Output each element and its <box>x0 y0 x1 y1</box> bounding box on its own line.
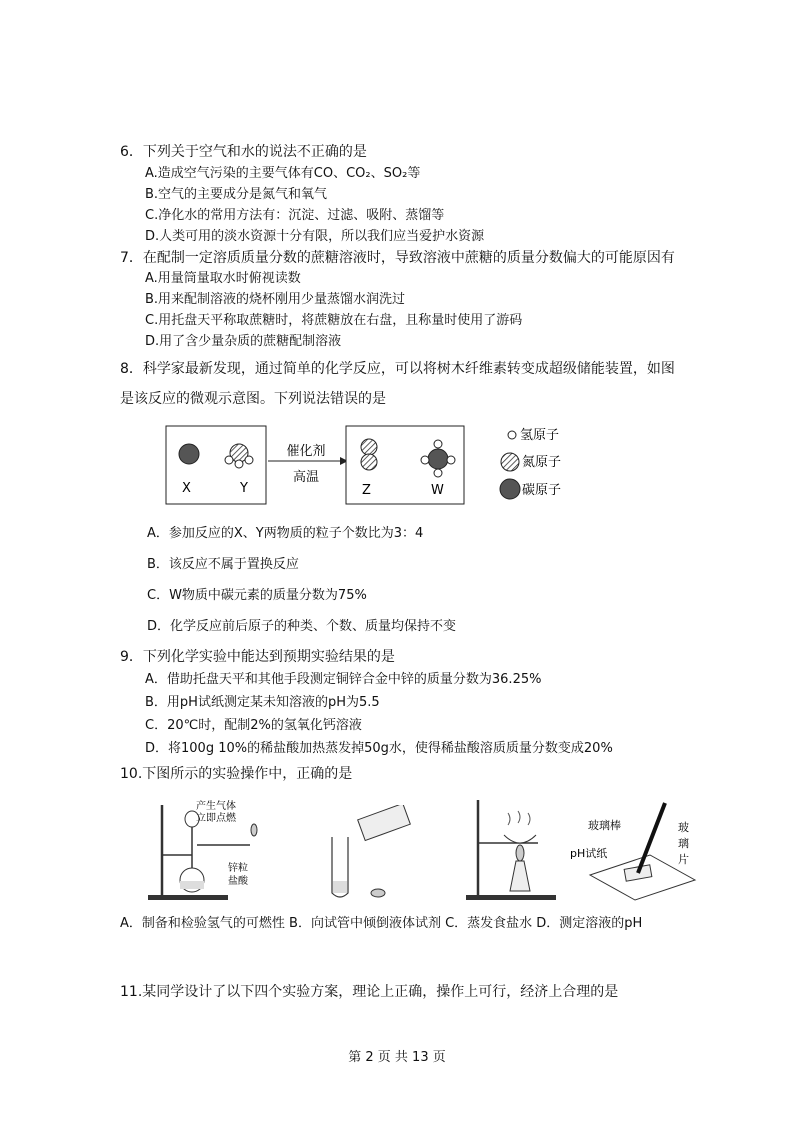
carbon-atom-w <box>428 449 448 469</box>
legend-nitrogen: 氮原子 <box>522 455 562 470</box>
q6-option-d: D.人类可用的淡水资源十分有限，所以我们应当爱护水资源 <box>145 229 485 244</box>
evaporating-dish <box>504 835 536 843</box>
q10-figure-captions: A．制备和检验氢气的可燃性 B．向试管中倾倒液体试剂 C．蒸发食盐水 D．测定溶液的pH <box>120 916 643 931</box>
q8-option-c: C．W物质中碳元素的质量分数为75% <box>147 588 367 603</box>
q9-option-a: A．借助托盘天平和其他手段测定铜锌合金中锌的质量分数为36.25% <box>145 672 542 687</box>
q6-option-a: A.造成空气污染的主要气体有CO、CO₂、SO₂等 <box>145 166 421 181</box>
q7-stem: 7．在配制一定溶质质量分数的蔗糖溶液时，导致溶液中蔗糖的质量分数偏大的可能原因有 <box>120 250 675 266</box>
bottle-stopper <box>371 889 385 897</box>
lamp-flame <box>516 845 524 861</box>
label-glass-plate-1: 玻 <box>678 821 689 834</box>
reactants-box <box>166 426 266 504</box>
q6-option-c: C.净化水的常用方法有：沉淀、过滤、吸附、蒸馏等 <box>145 208 445 223</box>
label-z: Z <box>362 483 371 498</box>
arrow-label-top: 催化剂 <box>286 444 326 459</box>
label-rod: 玻璃棒 <box>588 819 621 832</box>
q10-stem: 10.下图所示的实验操作中，正确的是 <box>120 766 353 782</box>
reaction-diagram <box>160 420 600 510</box>
nitrogen-atom-z-bottom <box>361 454 377 470</box>
hydrogen-atom <box>434 469 442 477</box>
legend-hydrogen-symbol <box>508 431 516 439</box>
q7-option-a: A.用量筒量取水时俯视读数 <box>145 271 301 286</box>
legend-hydrogen: 氢原子 <box>520 428 560 443</box>
hydrogen-atom <box>434 440 442 448</box>
q9-option-d: D．将100g 10%的稀盐酸加热蒸发掉50g水，使得稀盐酸溶质质量分数变成20% <box>145 741 613 756</box>
q8-option-a: A．参加反应的X、Y两物质的粒子个数比为3：4 <box>147 526 424 541</box>
q7-option-c: C.用托盘天平称取蔗糖时，将蔗糖放在右盘，且称量时使用了游码 <box>145 313 523 328</box>
reagent-bottle <box>358 805 411 841</box>
q9-option-c: C．20℃时，配制2%的氢氧化钙溶液 <box>145 718 362 733</box>
label-acid: 盐酸 <box>228 876 248 887</box>
label-x: X <box>182 481 191 496</box>
hydrogen-atom <box>447 456 455 464</box>
label-w: W <box>431 483 444 498</box>
q8-option-b: B．该反应不属于置换反应 <box>147 557 299 572</box>
label-y: Y <box>240 481 248 496</box>
label-glass-plate-2: 璃 <box>678 837 689 850</box>
hydrogen-atom <box>225 456 233 464</box>
legend-nitrogen-symbol <box>501 453 519 471</box>
q7-option-b: B.用来配制溶液的烧杯刚用少量蒸馏水润洗过 <box>145 292 406 307</box>
q7-option-d: D.用了含少量杂质的蔗糖配制溶液 <box>145 334 342 349</box>
hydrogen-atom <box>421 456 429 464</box>
hydrogen-atom <box>245 456 253 464</box>
q8-option-d: D．化学反应前后原子的种类、个数、质量均保持不变 <box>147 619 457 634</box>
hydrogen-atom <box>235 460 243 468</box>
flame <box>251 824 257 836</box>
q9-option-b: B．用pH试纸测定某未知溶液的pH为5.5 <box>145 695 380 710</box>
q6-option-b: B.空气的主要成分是氮气和氧气 <box>145 187 328 202</box>
label-gas: 产生气体 <box>196 801 236 812</box>
carbon-atom-x <box>179 444 199 464</box>
q9-stem: 9．下列化学实验中能达到预期实验结果的是 <box>120 649 395 665</box>
label-glass-plate-3: 片 <box>678 853 689 866</box>
arrow-label-bottom: 高温 <box>292 470 320 485</box>
figure-d-ph-test <box>570 795 710 905</box>
label-ph-paper: pH试纸 <box>570 847 608 860</box>
figure-b-pouring-liquid <box>320 805 430 905</box>
legend-carbon-symbol <box>500 479 520 499</box>
figure-a-hydrogen-apparatus <box>140 795 280 905</box>
nitrogen-atom-z-top <box>361 439 377 455</box>
q8-stem-line1: 8．科学家最新发现，通过简单的化学反应，可以将树木纤维素转变成超级储能装置，如图 <box>120 361 675 377</box>
q11-stem: 11.某同学设计了以下四个实验方案，理论上正确，操作上可行，经济上合理的是 <box>120 984 619 1000</box>
steam <box>508 811 530 825</box>
label-ignite: 立即点燃 <box>196 813 236 824</box>
page-footer: 第 2 页 共 13 页 <box>348 1050 446 1065</box>
q6-stem: 6．下列关于空气和水的说法不正确的是 <box>120 144 367 160</box>
figure-c-evaporating <box>458 795 568 905</box>
label-zinc: 锌粒 <box>228 863 248 874</box>
q8-stem-line2: 是该反应的微观示意图。下列说法错误的是 <box>120 391 386 407</box>
alcohol-lamp <box>510 861 530 891</box>
legend-carbon: 碳原子 <box>522 483 562 498</box>
